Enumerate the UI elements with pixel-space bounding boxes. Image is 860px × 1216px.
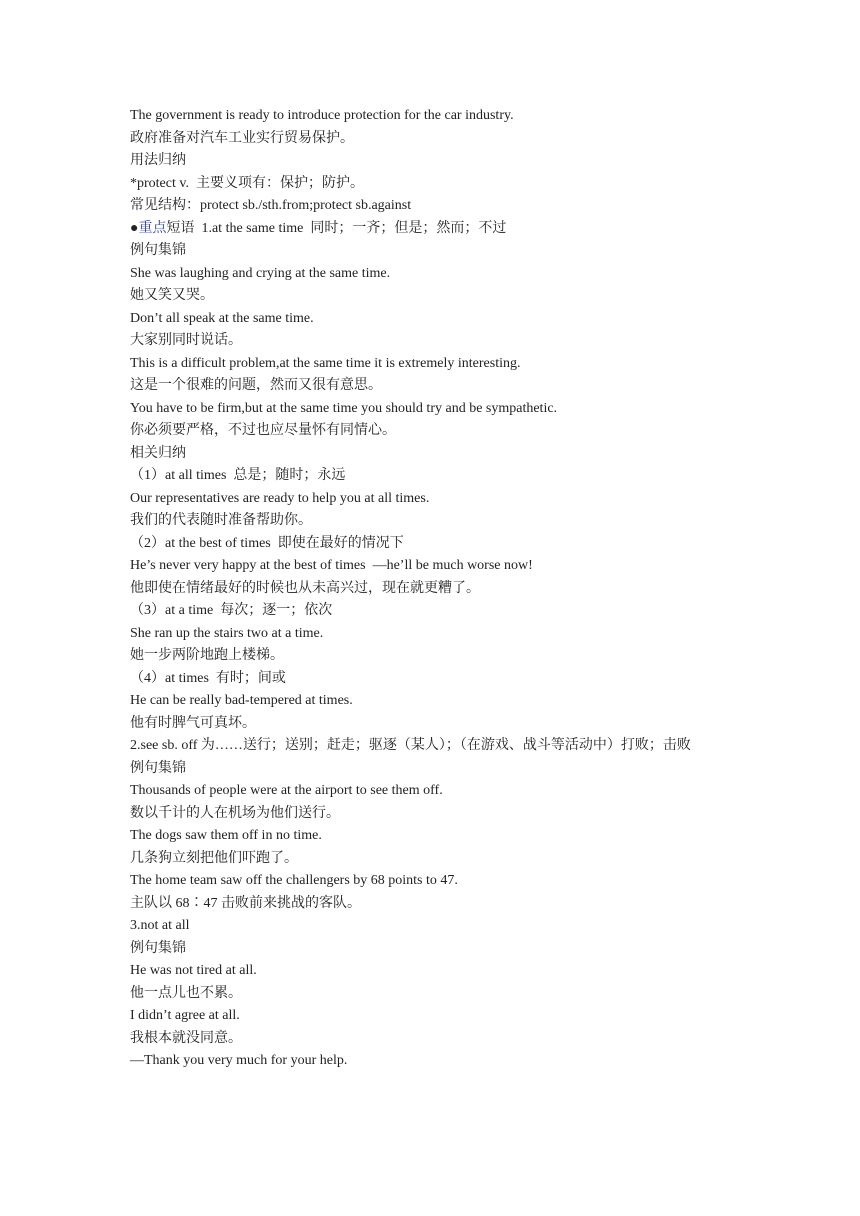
section-heading: 例句集锦 [130, 243, 186, 258]
example-sentence: He was not tired at all. [130, 963, 257, 978]
translation: 你必须要严格，不过也应尽量怀有同情心。 [130, 423, 396, 438]
section-heading: 例句集锦 [130, 760, 186, 776]
phrase-heading: 2.see sb. off 为……送行；送别；赶走；驱逐（某人）；（在游戏、战斗等活动中）打败；击败 [130, 738, 691, 753]
example-sentence: He can be really bad-tempered at times. [130, 693, 353, 708]
translation: 数以千计的人在机场为他们送行。 [130, 805, 340, 821]
translation: 大家别同时说话。 [130, 333, 242, 348]
translation: 他有时脾气可真坏。 [130, 715, 256, 731]
example-sentence: Our representatives are ready to help you at all times. [130, 490, 430, 506]
usage-note: *protect v. 主要义项有：保护；防护。 [130, 175, 364, 191]
phrase-text: 短语 1.at the same time 同时；一齐；但是；然而；不过 [166, 220, 507, 236]
translation: 主队以 68∶47 击败前来挑战的客队。 [130, 895, 361, 911]
example-sentence: Don’t all speak at the same time. [130, 310, 314, 326]
key-phrase-heading [130, 218, 740, 241]
sub-phrase: （4）at times 有时；间或 [130, 670, 286, 686]
translation: 他一点儿也不累。 [130, 985, 242, 1001]
section-heading: 相关归纳 [130, 445, 186, 461]
sub-phrase: （1）at all times 总是；随时；永远 [130, 468, 346, 483]
example-sentence: This is a difficult problem,at the same time it is extremely interesting. [130, 355, 521, 371]
example-sentence: The government is ready to introduce protection for the car industry. [130, 108, 514, 123]
example-sentence: He’s never very happy at the best of times —he’ll be much worse now! [130, 558, 533, 573]
example-sentence: The home team saw off the challengers by 68 points to 47. [130, 873, 458, 888]
translation: 几条狗立刻把他们吓跑了。 [130, 850, 298, 866]
translation: 她又笑又哭。 [130, 288, 214, 303]
example-sentence: She was laughing and crying at the same time. [130, 265, 391, 281]
bullet-icon: ● [130, 220, 139, 236]
section-heading: 用法归纳 [130, 153, 186, 168]
section-heading: 例句集锦 [130, 940, 186, 956]
example-sentence: You have to be firm,but at the same time you should try and be sympathetic. [130, 400, 558, 416]
sub-phrase: （2）at the best of times 即使在最好的情况下 [130, 535, 404, 551]
translation: 这是一个很难的问题，然而又很有意思。 [130, 378, 382, 393]
translation: 我根本就没同意。 [130, 1030, 242, 1046]
translation: 政府准备对汽车工业实行贸易保护。 [130, 130, 354, 146]
document-body [130, 105, 740, 1073]
example-sentence: —Thank you very much for your help. [130, 1053, 348, 1068]
example-sentence: She ran up the stairs two at a time. [130, 625, 324, 641]
example-sentence: Thousands of people were at the airport to see them off. [130, 783, 443, 798]
translation: 她一步两阶地跑上楼梯。 [130, 648, 284, 663]
translation: 我们的代表随时准备帮助你。 [130, 513, 312, 528]
translation: 他即使在情绪最好的时候也从未高兴过，现在就更糟了。 [130, 580, 480, 596]
highlight-label: 重点 [138, 220, 167, 236]
usage-note: 常见结构：protect sb./sth.from;protect sb.against [130, 198, 412, 213]
example-sentence: The dogs saw them off in no time. [130, 828, 322, 843]
sub-phrase: （3）at a time 每次；逐一；依次 [130, 603, 333, 618]
example-sentence: I didn’t agree at all. [130, 1008, 240, 1023]
phrase-heading: 3.not at all [130, 918, 190, 933]
